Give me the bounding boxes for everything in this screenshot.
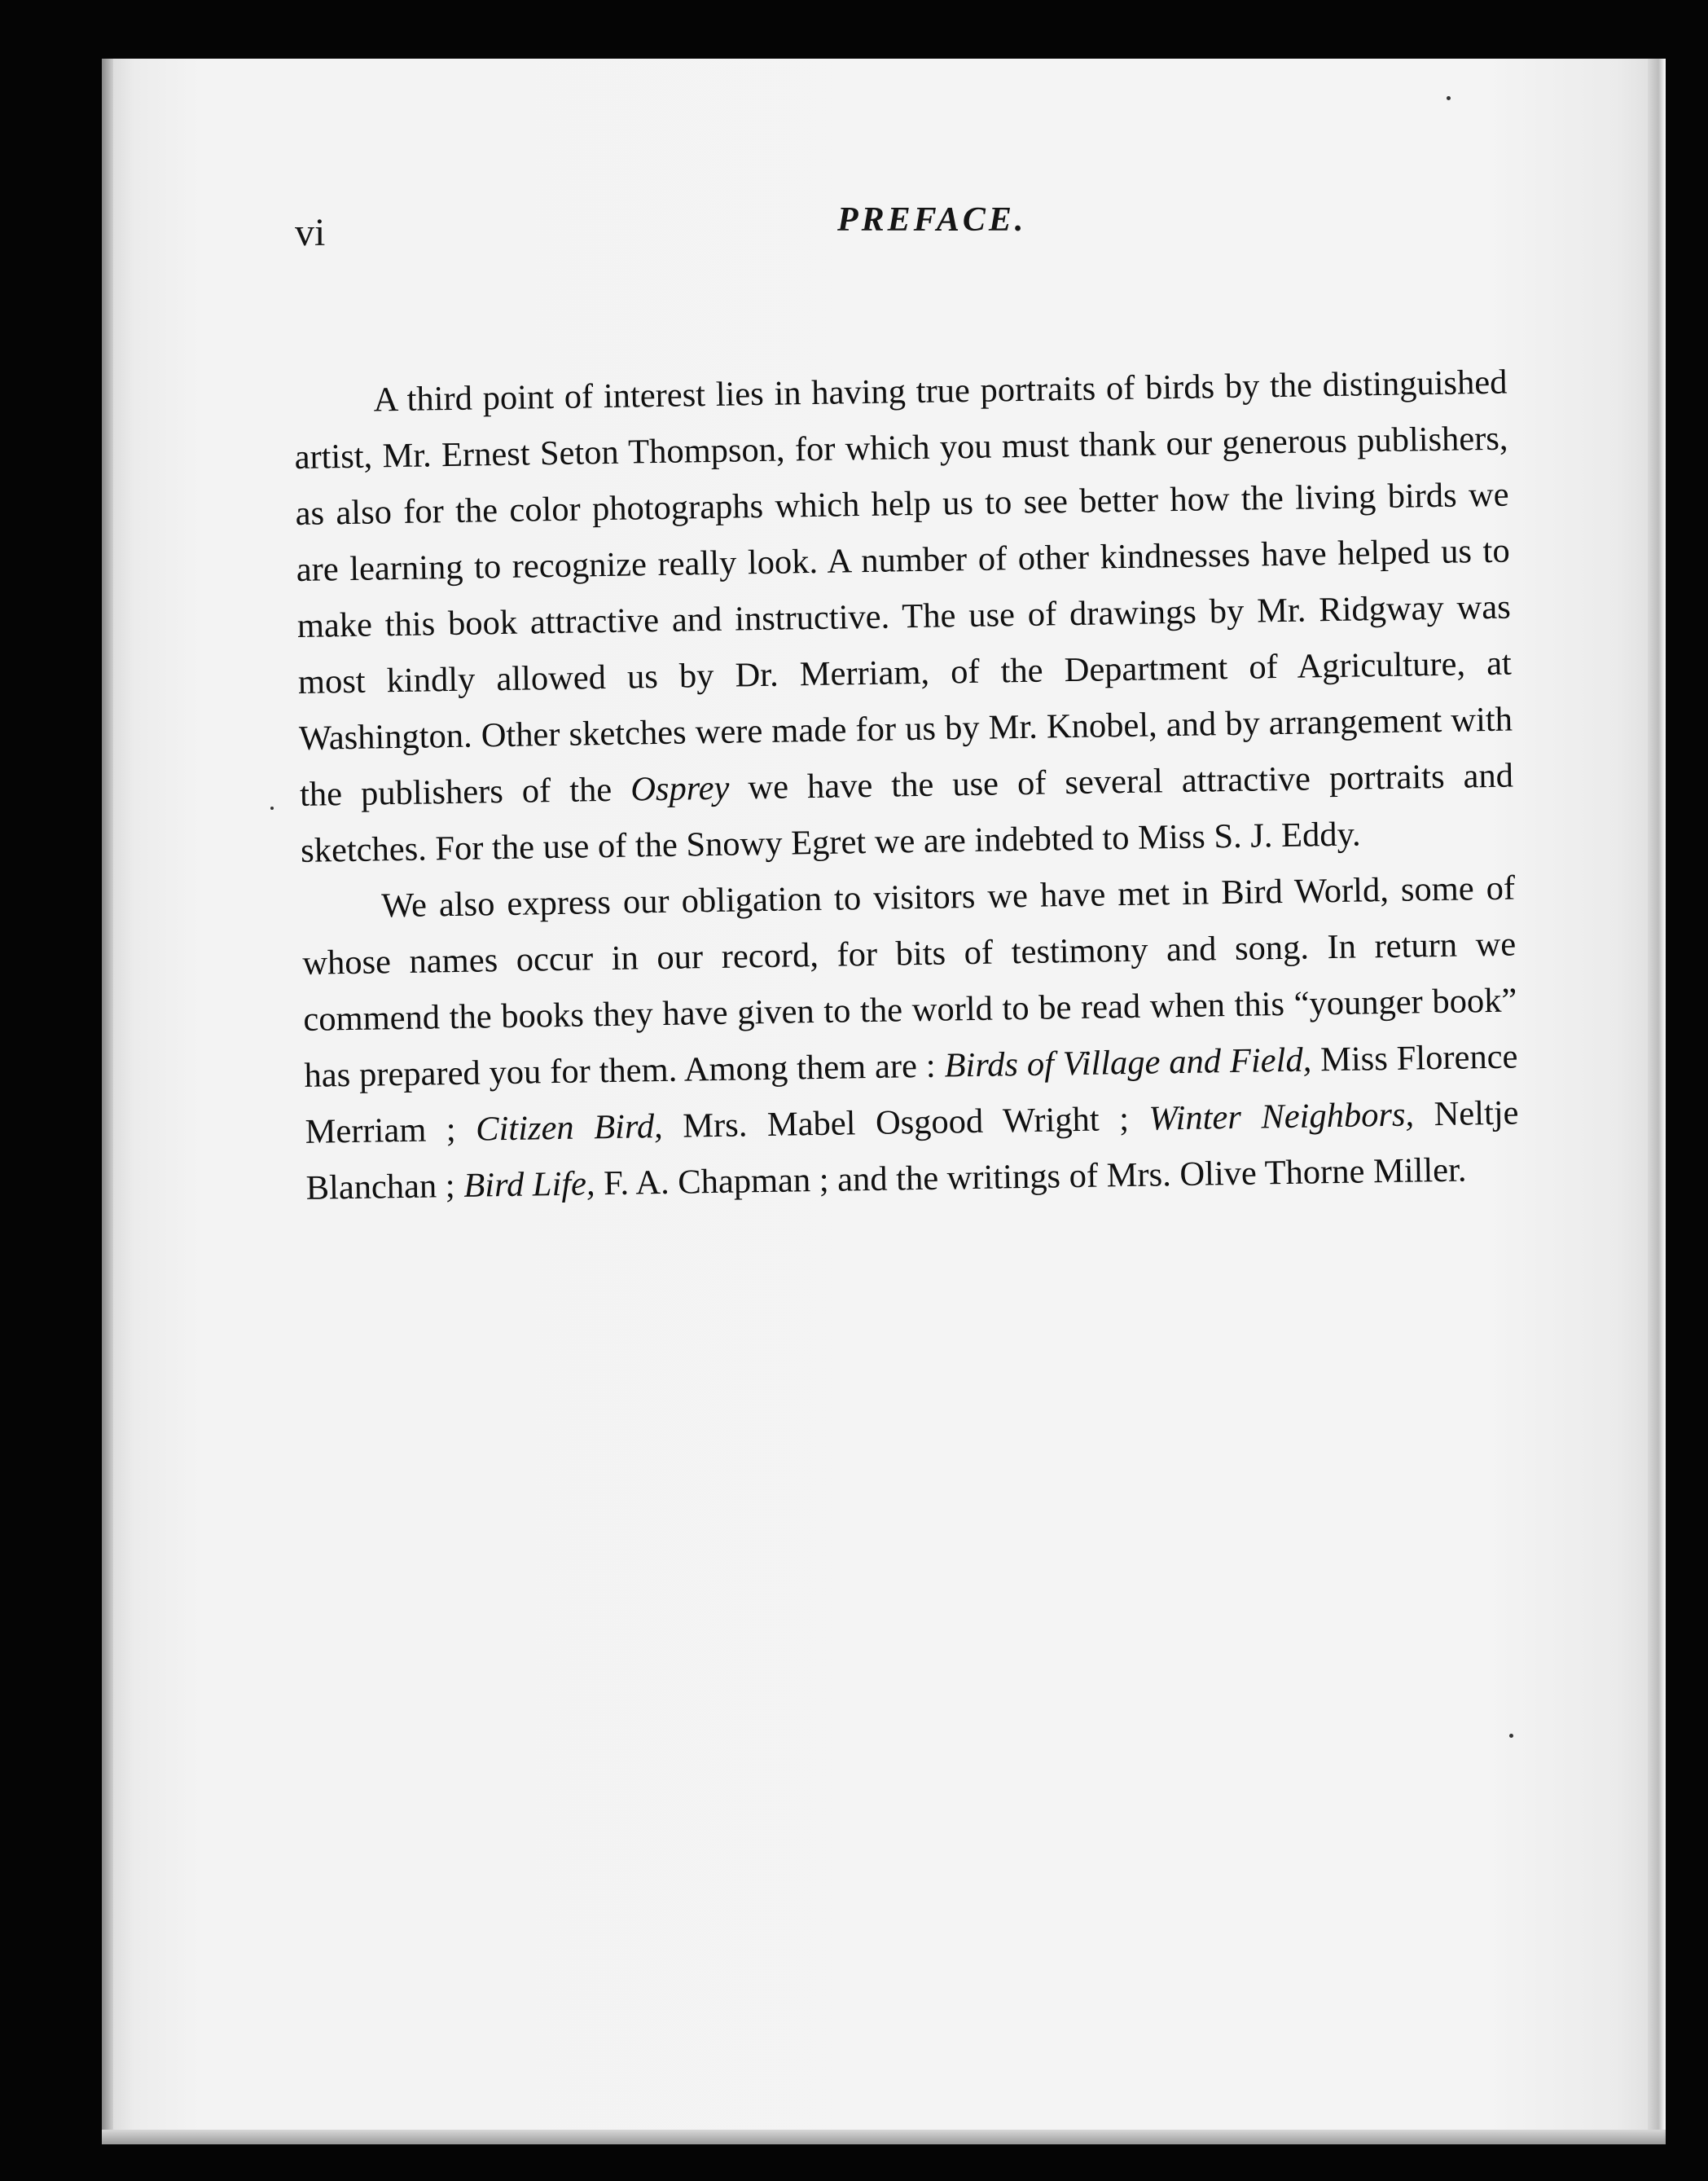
text-segment: learning <box>349 547 463 588</box>
page-number: vi <box>295 211 326 254</box>
paragraph <box>301 860 1520 1216</box>
italic-title: Osprey <box>630 768 730 809</box>
text-segment: we have the use of several attractive portraits and sketches. For the use of the Snowy Egret we are indebted to Miss S. J. Eddy. <box>300 756 1514 870</box>
italic-title: Winter Neighbors, <box>1148 1095 1415 1138</box>
scan-speck <box>270 807 274 810</box>
page-right-edge <box>1648 59 1666 2144</box>
text-segment: Miss Florence Merriam ; <box>305 1037 1518 1151</box>
running-head <box>295 192 1508 266</box>
text-segment: A third point of interest lies in having true portraits of birds by the distinguished artist, Mr. Ernest Seton Thompson, for which you must thank our generous publishers, as also for the color photographs which help us to see better how the living birds we are <box>294 363 1509 589</box>
text-segment: to recognize really look. A number of other kindnesses have helped us to make this book attractive and instructive. The use of drawings by Mr. Ridgway was most kindly allowed us by Dr. Merriam, of the Department of Agriculture, at Washington. Other sketches were made for us by Mr. Knobel, and by arrangement with the publishers of the <box>296 531 1513 814</box>
italic-title: Birds of Village and Field, <box>944 1040 1312 1085</box>
scan-speck <box>1509 1734 1513 1738</box>
text-segment: F. A. Chapman ; and the writings of Mrs. Olive Thorne Miller. <box>595 1150 1467 1203</box>
text-segment: Mrs. Mabel Osgood Wright ; <box>662 1099 1149 1145</box>
page-bottom-edge <box>102 2130 1666 2144</box>
italic-title: Bird Life, <box>463 1164 595 1205</box>
scan-speck <box>1447 96 1451 100</box>
body-text <box>293 354 1520 1216</box>
italic-title: Citizen Bird, <box>475 1106 664 1149</box>
page-header-title: PREFACE. <box>837 201 1027 239</box>
page-binding-edge <box>102 59 113 2144</box>
text-segment: We also express our obligation to visitors we have met in Bird World, some of whose names occur in our record, for bits of testimony and song. In return we commend the books they have given to the world to be read when this “younger book” has prepared you for them. Among them are : <box>302 868 1517 1095</box>
paragraph <box>293 354 1515 879</box>
text-segment: Neltje Blanchan ; <box>305 1093 1519 1207</box>
